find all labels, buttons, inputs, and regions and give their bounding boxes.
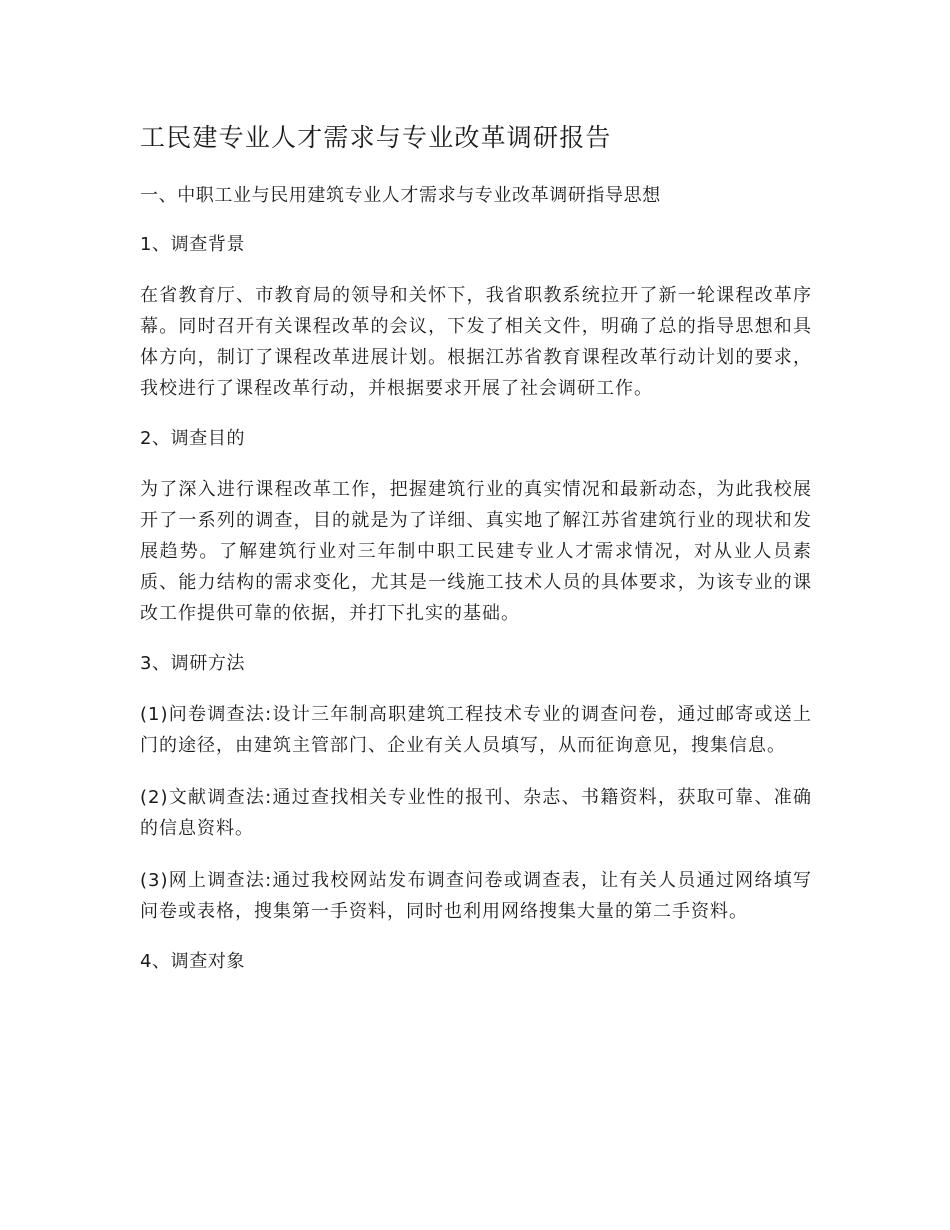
subsection-heading-methods: 3、调研方法 <box>140 653 246 674</box>
method-item-online: (3)网上调查法:通过我校网站发布调查问卷或调查表，让有关人员通过网络填写问卷或表格，搜集第一手资料，同时也利用网络搜集大量的第二手资料。 <box>140 870 812 922</box>
paragraph-purpose: 为了深入进行课程改革工作，把握建筑行业的真实情况和最新动态，为此我校展开了一系列的调查，目的就是为了详细、真实地了解江苏省建筑行业的现状和发展趋势。了解建筑行业对三年制中职工民建专业人才需求情况，对从业人员素质、能力结构的需求变化，尤其是一线施工技术人员的具体要求，为该专业的课改工作提供可靠的依据，并打下扎实的基础。 <box>140 479 812 624</box>
subsection-heading-subjects: 4、调查对象 <box>140 951 246 972</box>
section-heading-guiding-ideology: 一、中职工业与民用建筑专业人才需求与专业改革调研指导思想 <box>140 185 661 206</box>
subsection-heading-background: 1、调查背景 <box>140 234 246 255</box>
paragraph-background: 在省教育厅、市教育局的领导和关怀下，我省职教系统拉开了新一轮课程改革序幕。同时召开有关课程改革的会议，下发了相关文件，明确了总的指导思想和具体方向，制订了课程改革进展计划。根据江苏省教育课程改革行动计划的要求，我校进行了课程改革行动，并根据要求开展了社会调研工作。 <box>140 285 812 399</box>
document-body <box>140 118 812 997</box>
method-item-questionnaire: (1)问卷调查法:设计三年制高职建筑工程技术专业的调查问卷，通过邮寄或送上门的途径，由建筑主管部门、企业有关人员填写，从而征询意见，搜集信息。 <box>140 704 812 756</box>
method-item-literature: (2)文献调查法:通过查找相关专业性的报刊、杂志、书籍资料，获取可靠、准确的信息资料。 <box>140 787 812 839</box>
subsection-heading-purpose: 2、调查目的 <box>140 428 246 449</box>
document-title: 工民建专业人才需求与专业改革调研报告 <box>140 123 612 152</box>
